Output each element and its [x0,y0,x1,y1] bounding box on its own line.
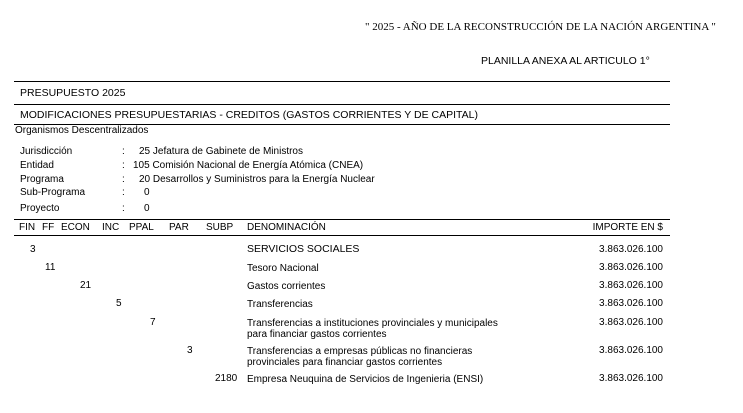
row-denominacion: Gastos corrientes [247,281,326,292]
row-denominacion: Tesoro Nacional [247,263,319,274]
info-value-jurisdiccion: 25 Jefatura de Gabinete de Ministros [139,146,303,157]
col-par: PAR [169,222,189,233]
row-code: 7 [150,317,156,328]
info-value-programa: 20 Desarrollos y Suministros para la Energía Nuclear [139,174,375,185]
row-code: 3 [30,244,36,255]
info-colon: : [122,174,125,185]
row-amount: 3.863.026.100 [599,280,663,291]
info-value-proyecto: 0 [144,203,150,214]
row-denominacion: Transferencias [247,299,313,310]
col-inc: INC [102,222,120,233]
organismos-label: Organismos Descentralizados [15,125,149,136]
info-label-entidad: Entidad [20,160,54,171]
info-value-entidad: 105 Comisión Nacional de Energía Atómica (CNEA) [133,160,364,171]
divider-2 [14,104,670,105]
row-code: 21 [80,280,92,291]
divider-table-top [14,219,670,220]
info-value-subprograma: 0 [144,187,150,198]
row-denominacion: SERVICIOS SOCIALES [247,243,360,255]
info-colon: : [122,146,125,157]
row-amount: 3.863.026.100 [599,262,663,273]
row-amount: 3.863.026.100 [599,298,663,309]
divider-top [14,81,670,82]
row-code: 11 [45,262,56,273]
row-amount: 3.863.026.100 [599,244,663,255]
row-denominacion-cont: provinciales para financiar gastos corrientes [247,357,443,368]
row-amount: 3.863.026.100 [599,317,663,328]
col-ppal: PPAL [129,222,154,233]
row-denominacion: Transferencias a empresas públicas no financieras [247,346,473,357]
row-code: 5 [116,298,122,309]
col-subp: SUBP [206,222,234,233]
col-fin: FIN [19,222,36,233]
presupuesto-title: PRESUPUESTO 2025 [20,87,126,99]
info-label-programa: Programa [20,174,64,185]
row-code: 3 [187,345,193,356]
col-importe: IMPORTE EN $ [592,222,663,233]
row-code: 2180 [215,373,238,384]
info-colon: : [122,203,125,214]
row-amount: 3.863.026.100 [599,345,663,356]
modificaciones-title: MODIFICACIONES PRESUPUESTARIAS - CREDITOS (GASTOS CORRIENTES Y DE CAPITAL) [20,109,478,121]
info-label-proyecto: Proyecto [20,203,60,214]
row-denominacion: Empresa Neuquina de Servicios de Ingenieria (ENSI) [247,374,484,385]
info-colon: : [122,160,125,171]
row-amount: 3.863.026.100 [599,373,663,384]
row-denominacion-cont: para financiar gastos corrientes [247,329,387,340]
col-ff: FF [42,222,55,233]
info-label-jurisdiccion: Jurisdicción [20,146,73,157]
col-denominacion: DENOMINACIÓN [247,222,326,233]
info-colon: : [122,187,125,198]
row-denominacion: Transferencias a instituciones provinciales y municipales [247,318,498,329]
info-label-subprograma: Sub-Programa [20,187,86,198]
planilla-title: PLANILLA ANEXA AL ARTICULO 1° [481,55,650,67]
col-econ: ECON [61,222,90,233]
motto-header: " 2025 - AÑO DE LA RECONSTRUCCIÓN DE LA NACIÓN ARGENTINA " [365,21,716,33]
divider-table-header [14,235,670,236]
